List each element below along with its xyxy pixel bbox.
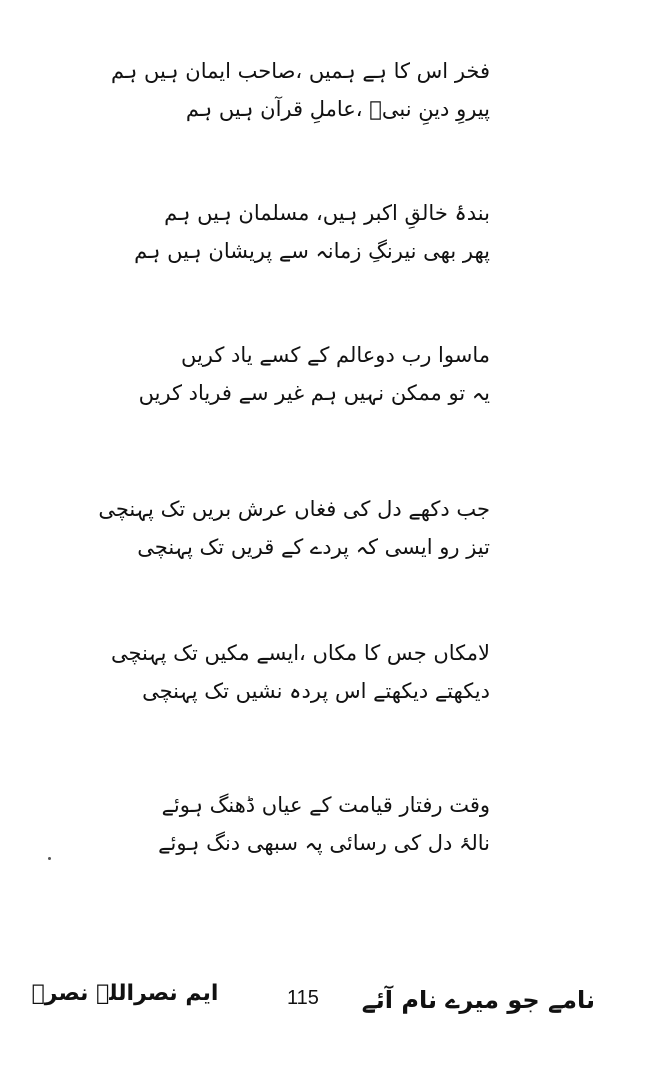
verse-line: ماسوا رب دوعالم کے کسے یاد کریں bbox=[180, 343, 490, 367]
stanza-2 bbox=[134, 194, 490, 270]
verse-line: پیروِ دینِ نبیؐ ،عاملِ قرآن ہیں ہم bbox=[185, 97, 490, 121]
stanza-1 bbox=[111, 52, 490, 128]
verse-line: جب دکھے دل کی فغاں عرش بریں تک پہنچی bbox=[98, 497, 490, 521]
stanza-6 bbox=[150, 786, 490, 862]
page-number: 115 bbox=[287, 987, 319, 1009]
footer-author: ایم نصراللہ نصرؔ bbox=[31, 981, 219, 1006]
verse-line: وقت رفتار قیامت کے عیاں ڈھنگ ہوئے bbox=[161, 793, 490, 817]
stanza-3 bbox=[138, 336, 490, 412]
verse-line: بندۂ خالقِ اکبر ہیں، مسلمان ہیں ہم bbox=[164, 201, 490, 225]
verse-line: فخر اس کا ہے ہمیں ،صاحب ایمان ہیں ہم bbox=[111, 59, 490, 83]
scan-speck bbox=[48, 857, 51, 860]
verse-line: نالۂ دل کی رسائی پہ سبھی دنگ ہوئے bbox=[158, 831, 490, 855]
stanza-4 bbox=[98, 490, 490, 566]
verse-line: یہ تو ممکن نہیں ہم غیر سے فریاد کریں bbox=[138, 381, 490, 405]
verse-line: تیز رو ایسی کہ پردے کے قریں تک پہنچی bbox=[137, 535, 490, 559]
verse-line: دیکھتے دیکھتے اس پردہ نشیں تک پہنچی bbox=[142, 679, 490, 703]
footer-book-title: نامے جو میرے نام آئے bbox=[361, 986, 595, 1014]
verse-line: لامکاں جس کا مکاں ،ایسے مکیں تک پہنچی bbox=[110, 641, 490, 665]
verse-line: پھر بھی نیرنگِ زمانہ سے پریشان ہیں ہم bbox=[134, 239, 490, 263]
stanza-5 bbox=[110, 634, 490, 710]
